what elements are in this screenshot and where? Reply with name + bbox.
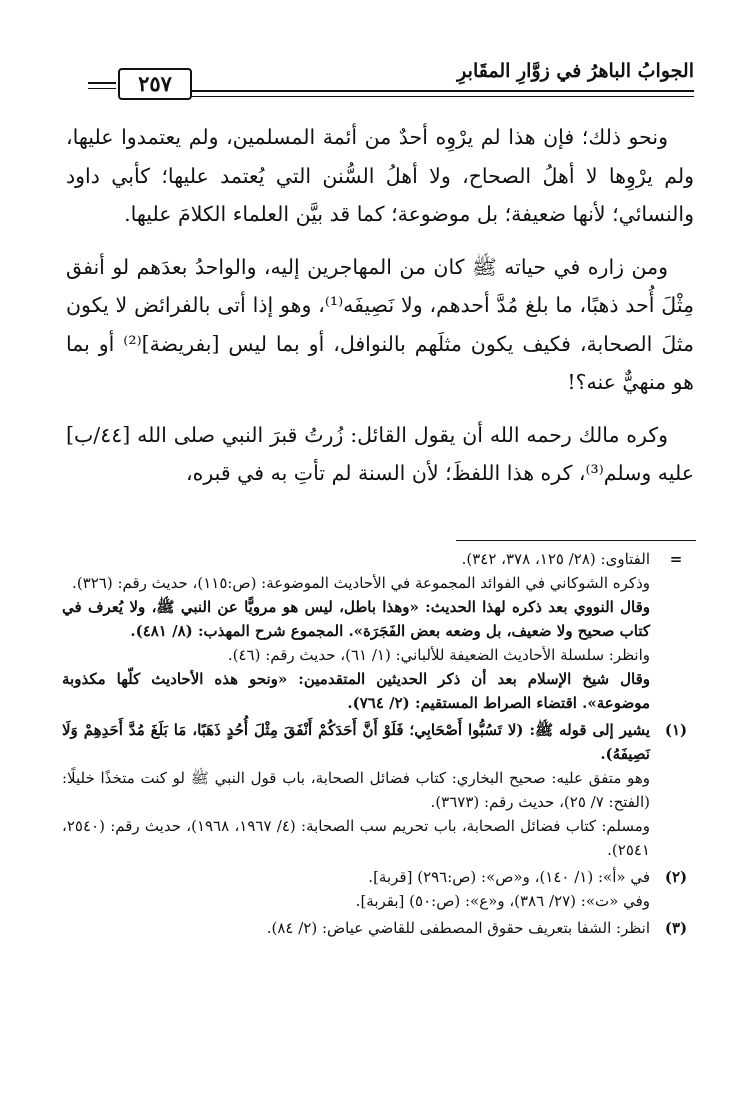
paragraph: ومن زاره في حياته ﷺ كان من المهاجرين إليه، والواحدُ بعدَهم لو أنفق مِثْلَ أُحد ذهبًا، ما بلغ مُدَّ أحدهم، ولا نَصِيفَه⁽¹⁾، وهو إذا أتى بالفرائض لا يكون مثلَ الصحابة، فكيف يكون مثلَهم بالنوافل، أو بما ليس [بفريضة]⁽²⁾ أو بما هو منهيٌّ عنه؟! bbox=[66, 254, 695, 394]
header-rule-left bbox=[88, 82, 116, 89]
footnote-line: في «أ»: (١/ ١٤٠)، و«ص»: (ص:٢٩٦) [قربة]. bbox=[368, 868, 650, 886]
paragraph: ونحو ذلك؛ فإن هذا لم يرْوِه أحدٌ من أئمة المسلمين، ولم يعتمدوا عليها، ولم يرْوِها لا أهلُ الصحاح، ولا أهلُ السُّنن التي يُعتمد عليها؛ كأبي داود والنسائي؛ لأنها ضعيفة؛ بل موضوعة؛ كما قد بيَّن العلماء الكلامَ عليها. bbox=[66, 125, 694, 226]
footnote-line: وفي «ت»: (٢٧/ ٣٨٦)، و«ع»: (ص:٥٠) [بقربة]. bbox=[355, 892, 650, 910]
footnote-line: انظر: الشفا بتعريف حقوق المصطفى للقاضي عياض: (٢/ ٨٤). bbox=[266, 919, 650, 937]
footnote-3 bbox=[62, 916, 696, 940]
running-title: الجوابُ الباهرُ في زوَّارِ المقَابرِ bbox=[457, 60, 694, 82]
footnote-line: وانظر: سلسلة الأحاديث الضعيفة للألباني: (١/ ٦١)، حديث رقم: (٤٦). bbox=[227, 646, 650, 664]
footnote-1 bbox=[62, 718, 696, 862]
footnotes bbox=[62, 540, 696, 943]
footnote-marker: (٣) bbox=[664, 919, 688, 937]
footnote-line: يشير إلى قوله ﷺ: (لا تَسُبُّوا أَصْحَابِي؛ فَلَوْ أَنَّ أَحَدَكُمْ أَنْفَقَ مِثْلَ أُحُدٍ ذَهَبًا، مَا بَلَغَ مُدَّ أَحَدِهِمْ وَلَا نَصِيفَهُ). bbox=[62, 721, 650, 763]
footnote-marker: (١) bbox=[664, 721, 688, 739]
footnote-continuation bbox=[62, 547, 696, 715]
footnote-2 bbox=[62, 865, 696, 913]
footnote-marker: (٢) bbox=[664, 868, 688, 886]
footnote-line: الفتاوى: (٢٨/ ١٢٥، ٣٧٨، ٣٤٢). bbox=[461, 550, 650, 568]
footnote-line: وقال النووي بعد ذكره لهذا الحديث: «وهذا باطل، ليس هو مرويًّا عن النبي ﷺ، ولا يُعرف في كتاب صحيح ولا ضعيف، بل وضعه بعض الفَجَرَة». المجموع شرح المهذب: (٨/ ٤٨١). bbox=[62, 598, 650, 640]
page-header bbox=[88, 58, 694, 104]
header-rule bbox=[192, 90, 694, 97]
footnote-line: ومسلم: كتاب فضائل الصحابة، باب تحريم سب الصحابة: (٤/ ١٩٦٧، ١٩٦٨)، حديث رقم: (٢٥٤٠، ٢٥٤١). bbox=[62, 817, 650, 859]
page-number: ٢٥٧ bbox=[118, 68, 192, 100]
footnote-divider bbox=[456, 540, 696, 541]
footnote-marker: = bbox=[669, 550, 683, 568]
main-text bbox=[66, 118, 694, 507]
footnote-line: وهو متفق عليه: صحيح البخاري: كتاب فضائل الصحابة، باب قول النبي ﷺ لو كنت متخذًا خليلًا: (الفتح: ٧/ ٢٥)، حديث رقم: (٣٦٧٣). bbox=[62, 769, 650, 811]
paragraph: وكره مالك رحمه الله أن يقول القائل: زُرتُ قبرَ النبي صلى الله [٤٤/ب] عليه وسلم⁽³⁾، كره هذا اللفظَ؛ لأن السنة لم تأتِ به في قبره، bbox=[66, 422, 694, 485]
footnote-line: وقال شيخ الإسلام بعد أن ذكر الحديثين المتقدمين: «ونحو هذه الأحاديث كلّها مكذوبة موضوعة». اقتضاء الصراط المستقيم: (٢/ ٧٦٤). bbox=[62, 670, 650, 712]
footnote-line: وذكره الشوكاني في الفوائد المجموعة في الأحاديث الموضوعة: (ص:١١٥)، حديث رقم: (٣٢٦). bbox=[72, 574, 650, 592]
